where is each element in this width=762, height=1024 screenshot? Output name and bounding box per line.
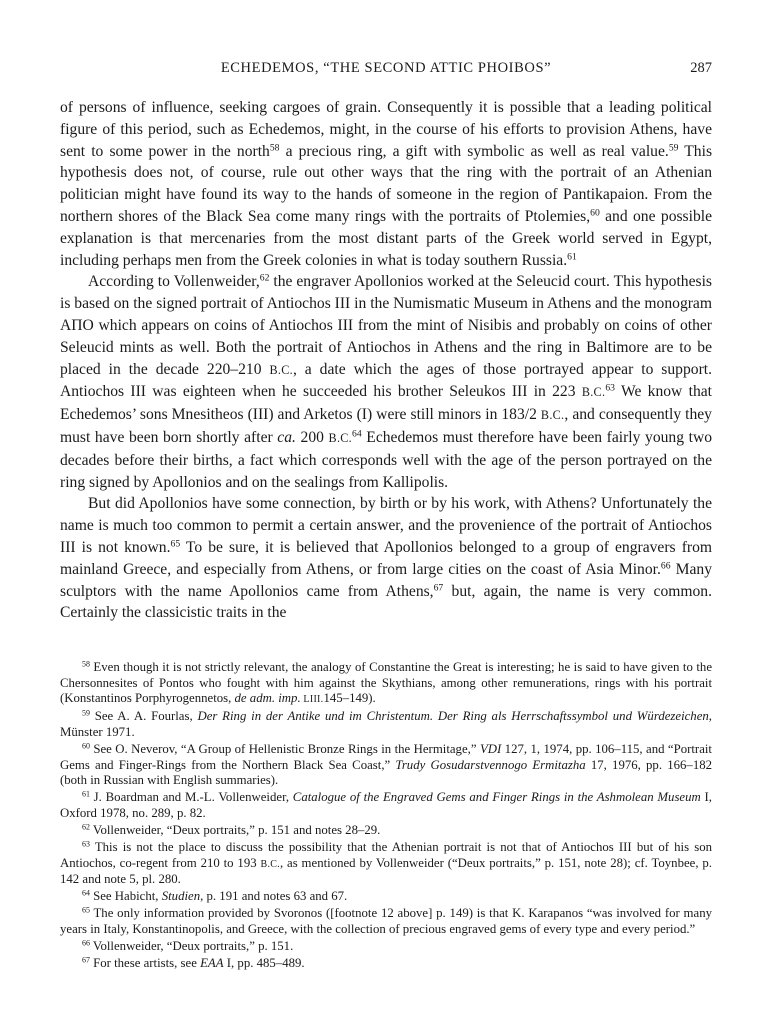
small-caps-abbrev: B.C. bbox=[581, 385, 606, 400]
footnote-ref[interactable]: 67 bbox=[433, 582, 444, 594]
text-run: The only information provided by Svoronos ([footnote 12 above] p. 149) is that K. Karapanos “was involved for many years in Italy, Konstantinopolis, and Greece, with the collection of precious engraved gems of every type and every period.” bbox=[60, 906, 712, 936]
text-run: 127, 1, 1974, pp. 106–115, and “Portrait Gems and Finger-Rings from the Northern Black Sea Coast,” bbox=[60, 741, 712, 772]
text-run: This hypothesis does not, of course, rule out other ways that the ring with the portrait of an Athenian politician might have found its way to the hands of someone in the region of Pantikapaion. From the northern shores of the Black Sea come many rings with the portraits of Ptolemies, bbox=[60, 142, 713, 225]
footnote-ref[interactable]: 62 bbox=[259, 273, 270, 285]
text-run: See Habicht, bbox=[89, 889, 162, 904]
paragraph bbox=[60, 493, 712, 624]
text-run: But did Apollonios have some connection, by birth or by his work, with Athens? Unfortunately the name is much too common to permit a certain answer, and the provenience of the portrait of Antiochos III is not known. bbox=[60, 495, 712, 556]
footnote-number: 59 bbox=[82, 708, 90, 718]
footnote-67 bbox=[60, 956, 712, 972]
text-run: Vollenweider, “Deux portraits,” p. 151. bbox=[89, 939, 294, 954]
small-caps-abbrev: B.C. bbox=[269, 362, 293, 377]
footnote-ref[interactable]: 63 bbox=[605, 383, 615, 395]
footnote-number: 60 bbox=[82, 741, 90, 751]
footnote-65 bbox=[60, 906, 712, 937]
footnote-59 bbox=[60, 709, 712, 740]
small-caps-abbrev: B.C. bbox=[260, 858, 280, 870]
small-caps-abbrev: B.C. bbox=[540, 408, 565, 423]
text-run: and one possible explanation is that mercenaries from the most distant parts of the Greek world served in Egypt, including perhaps men from the Greek colonies in what is today southern Russia. bbox=[60, 207, 713, 269]
italic-text: Catalogue of the Engraved Gems and Finger Rings in the Ashmolean Museum bbox=[292, 790, 701, 805]
footnote-number: 61 bbox=[82, 789, 90, 799]
text-run: , and consequently they must have been born shortly after bbox=[60, 406, 712, 446]
text-run: We know that Echedemos’ sons Mnesitheos (III) and Arketos (I) were still minors in 183/2 bbox=[60, 383, 713, 424]
italic-text: Trudy Gosudarstvennogo Ermitazha bbox=[395, 757, 586, 772]
text-run: the engraver Apollonios worked at the Seleucid court. This hypothesis is based on the signed portrait of Antiochos III in the Numismatic Museum in Athens and the monogram ΑΠΟ which appears on coins of Antiochos III from the mint of Nisibis and probably on coins of other Seleucid mints as well. Both the portrait of Antiochos in Athens and the ring in Baltimore are to be placed in the decade 220–210 bbox=[60, 273, 712, 378]
footnote-61 bbox=[60, 790, 712, 821]
small-caps-abbrev: LIII. bbox=[300, 694, 324, 706]
footnote-number: 65 bbox=[82, 906, 90, 916]
footnote-number: 58 bbox=[82, 659, 90, 669]
footnote-ref[interactable]: 64 bbox=[352, 428, 362, 440]
text-run: Vollenweider, “Deux portraits,” p. 151 and notes 28–29. bbox=[89, 822, 381, 837]
italic-text: de adm. imp. bbox=[234, 691, 301, 706]
footnote-number: 66 bbox=[82, 938, 90, 948]
footnote-58 bbox=[60, 660, 712, 708]
text-run: a precious ring, a gift with symbolic as well as real value. bbox=[279, 142, 669, 160]
text-run: , Münster 1971. bbox=[60, 709, 712, 739]
running-header bbox=[60, 60, 712, 84]
footnote-64 bbox=[60, 889, 712, 905]
paragraph bbox=[60, 97, 712, 271]
footnote-ref[interactable]: 59 bbox=[668, 142, 679, 154]
footnote-ref[interactable]: 65 bbox=[170, 538, 181, 550]
footnote-ref[interactable]: 66 bbox=[660, 560, 671, 572]
italic-text: VDI bbox=[479, 741, 502, 756]
text-run: See O. Neverov, “A Group of Hellenistic Bronze Rings in the Hermitage,” bbox=[89, 741, 480, 756]
text-run: This is not the place to discuss the possibility that the Athenian portrait is not that of Antiochos III but of his son Antiochos, co-regent from 210 to 193 bbox=[60, 840, 712, 870]
footnote-63 bbox=[60, 840, 712, 888]
italic-text: Der Ring in der Antike und im Christentum. Der Ring als Herrschaftssymbol und Würdezeichen bbox=[197, 709, 709, 724]
footnote-ref[interactable]: 60 bbox=[590, 207, 600, 219]
text-run: I, Oxford 1978, no. 289, p. 82. bbox=[60, 790, 712, 820]
text-run: See A. A. Fourlas, bbox=[89, 709, 198, 724]
text-run: , p. 191 and notes 63 and 67. bbox=[200, 889, 348, 904]
body-text bbox=[60, 97, 712, 624]
text-run: , as mentioned by Vollenweider (“Deux portraits,” p. 151, note 28); cf. Toynbee, p. 142 and note 5, pl. 280. bbox=[60, 855, 712, 887]
text-run: 200 bbox=[295, 428, 329, 446]
small-caps-abbrev: B.C. bbox=[328, 430, 353, 445]
footnote-66 bbox=[60, 939, 712, 955]
text-run: Many sculptors with the name Apollonios came from Athens, bbox=[60, 560, 712, 600]
text-run: According to Vollenweider, bbox=[88, 273, 260, 291]
footnote-number: 63 bbox=[82, 839, 90, 849]
text-run: but, again, the name is very common. Certainly the classicistic traits in the bbox=[60, 582, 712, 622]
paragraph bbox=[60, 271, 712, 493]
footnotes bbox=[60, 660, 712, 973]
footnote-ref[interactable]: 61 bbox=[567, 251, 577, 263]
footnote-62 bbox=[60, 823, 712, 839]
italic-text: EAA bbox=[200, 956, 224, 971]
text-run: To be sure, it is believed that Apollonios belonged to a group of engravers from mainland Greece, and especially from Athens, or from large cities on the coast of Asia Minor. bbox=[60, 538, 713, 578]
text-run: J. Boardman and M.-L. Vollenweider, bbox=[89, 790, 293, 805]
text-run: For these artists, see bbox=[89, 956, 201, 971]
italic-text: Studien bbox=[161, 889, 201, 904]
page-number: 287 bbox=[690, 60, 712, 76]
text-run: , a date which the ages of those portrayed appear to support. Antiochos III was eighteen when he succeeded his brother Seleukos III in 223 bbox=[60, 360, 712, 401]
footnote-ref[interactable]: 58 bbox=[269, 142, 280, 154]
footnote-60 bbox=[60, 742, 712, 789]
italic-text: ca. bbox=[277, 428, 296, 446]
text-run: of persons of influence, seeking cargoes of grain. Consequently it is possible that a leading political figure of this period, such as Echedemos, might, in the course of his efforts to provision Athens, have sent to some power in the north bbox=[60, 99, 712, 160]
text-run: Echedemos must therefore have been fairly young two decades before their births, a fact which corresponds well with the age of the person portrayed on the ring signed by Apollonios and on the sealings from Kallipolis. bbox=[60, 428, 713, 491]
text-run: 145–149). bbox=[323, 691, 376, 706]
text-run: I, pp. 485–489. bbox=[223, 956, 305, 971]
text-run: Even though it is not strictly relevant, the analogy of Constantine the Great is interesting; he is said to have given to the Chersonnesites of Pontos who fought with him against the Skythians, among other remunerations, rings with his portrait (Konstantinos Porphyrogennetos, bbox=[60, 660, 712, 706]
text-run: 17, 1976, pp. 166–182 (both in Russian with English summaries). bbox=[60, 757, 713, 788]
footnote-number: 67 bbox=[82, 955, 90, 965]
footnote-number: 64 bbox=[82, 888, 90, 898]
footnote-number: 62 bbox=[82, 822, 90, 832]
running-title: ECHEDEMOS, “THE SECOND ATTIC PHOIBOS” bbox=[220, 60, 552, 76]
